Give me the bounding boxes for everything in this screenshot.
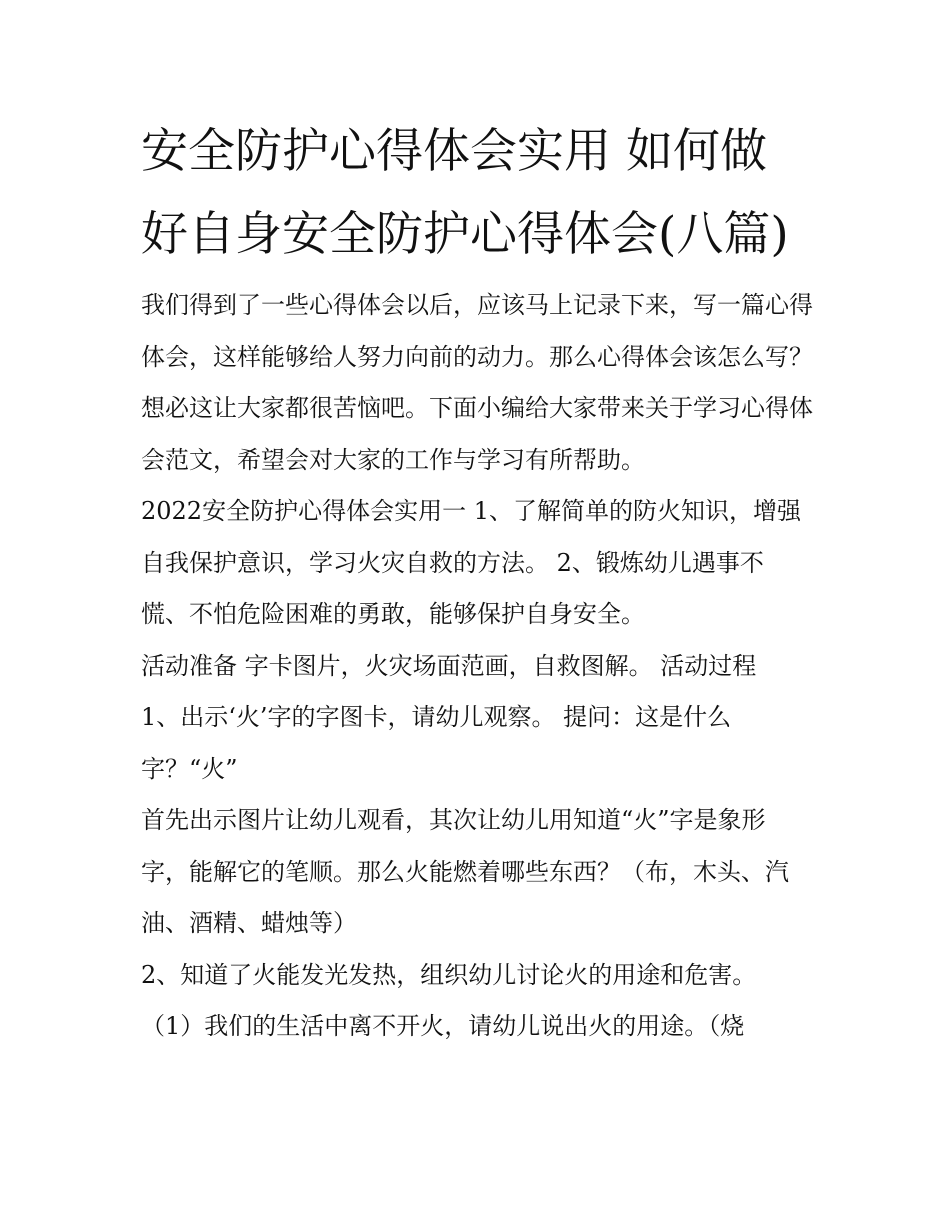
activity-preparation-paragraph: 活动准备 字卡图片，火灾场面范画，自救图解。 活动过程 [141, 651, 757, 680]
document-title: 安全防护心得体会实用 如何做好自身安全防护心得体会(八篇) [141, 124, 789, 262]
document-page [141, 110, 821, 1053]
pictograph-paragraph: 首先出示图片让幼儿观看，其次让幼儿用知道“火”字是象形字，能解它的笔顺。那么火能燃着哪些东西？（布，木头、汽油、酒精、蜡烛等） [141, 806, 789, 937]
sub-step-one-paragraph: （1）我们的生活中离不开火，请幼儿说出火的用途。（烧 [141, 1012, 745, 1040]
step-one-paragraph: 1、出示‘火’字的字图卡，请幼儿观察。 提问：这是什么字？“火” [141, 703, 732, 783]
intro-paragraph: 我们得到了一些心得体会以后，应该马上记录下来，写一篇心得体会，这样能够给人努力向前的动力。那么心得体会该怎么写？想必这让大家都很苦恼吧。下面小编给大家带来关于学习心得体会范文，希望会对大家的工作与学习有所帮助。 [141, 291, 813, 474]
objectives-paragraph: 2022安全防护心得体会实用一 1、了解简单的防火知识，增强自我保护意识，学习火灾自救的方法。 2、锻炼幼儿遇事不慌、不怕危险困难的勇敢，能够保护自身安全。 [141, 497, 801, 628]
step-two-paragraph: 2、知道了火能发光发热，组织幼儿讨论火的用途和危害。 [141, 960, 757, 989]
